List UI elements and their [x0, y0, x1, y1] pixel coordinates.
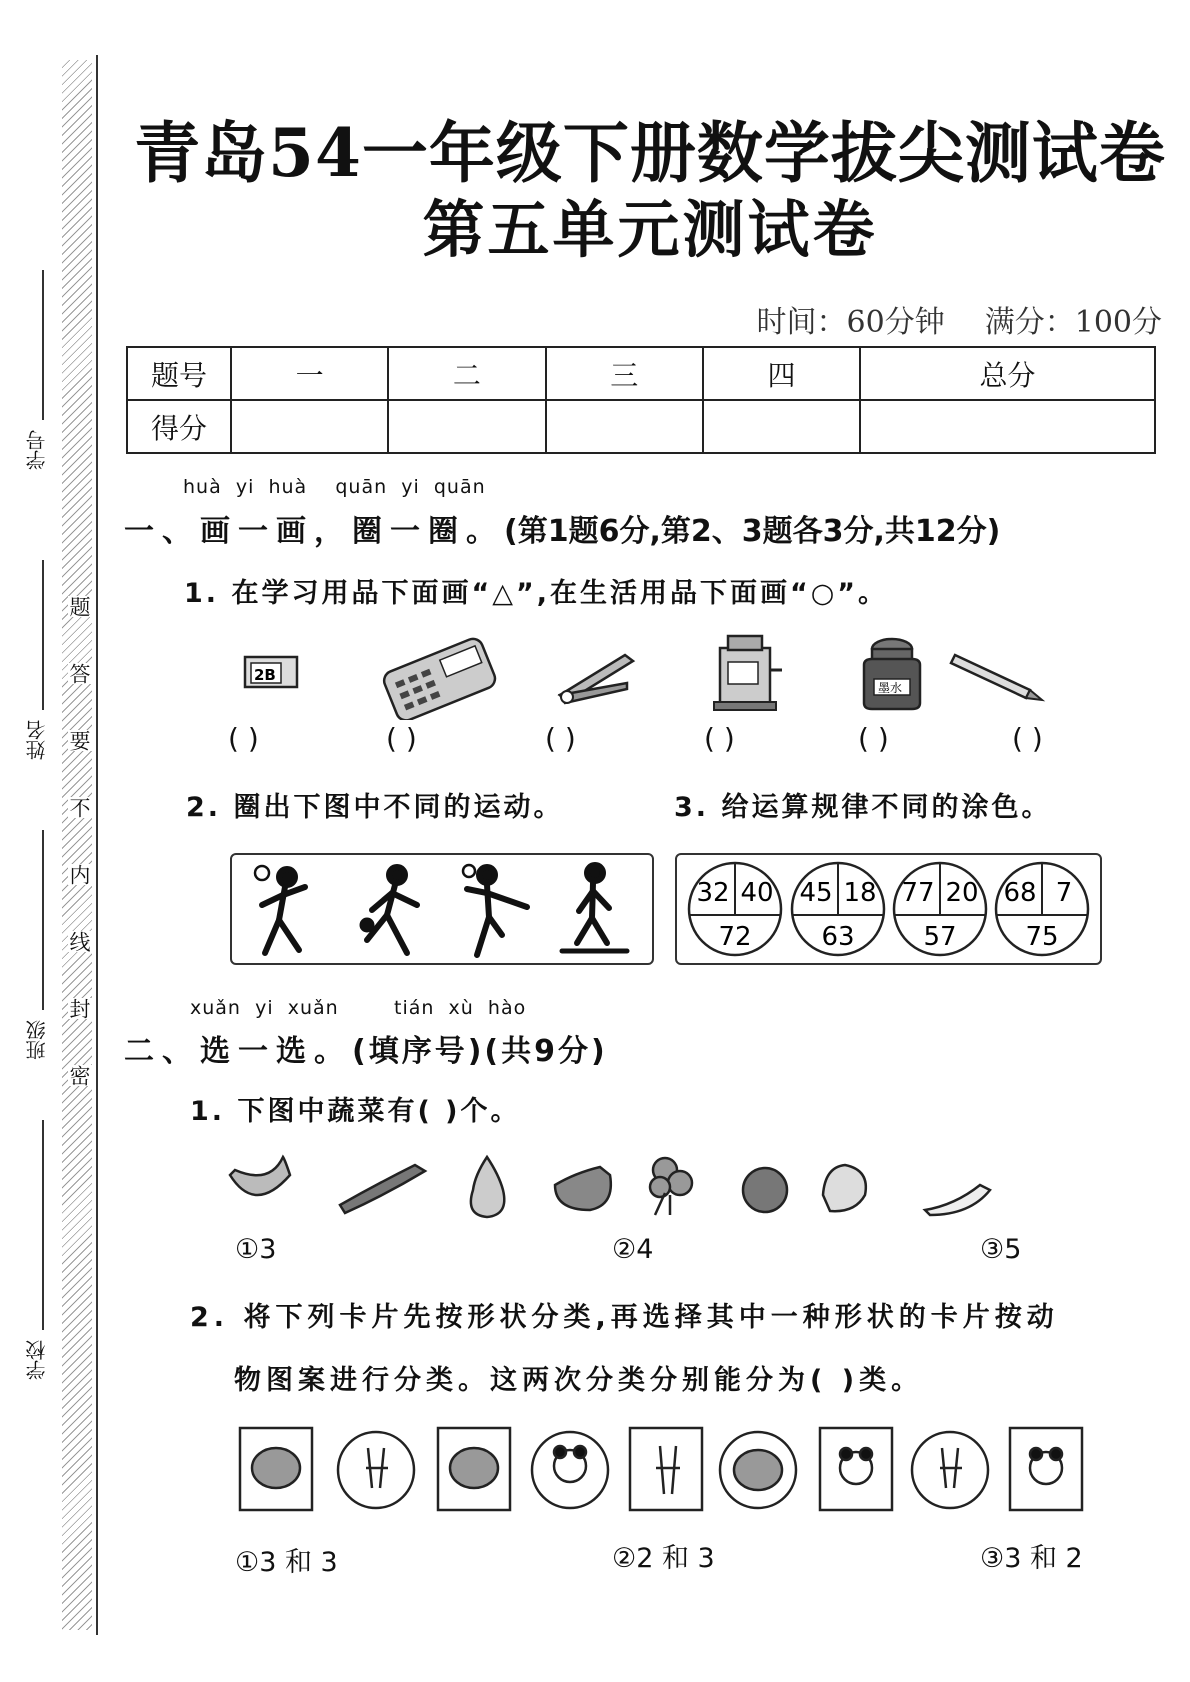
school-line[interactable] — [42, 1120, 44, 1330]
circle-bottom: 63 — [821, 922, 855, 952]
s2-q1-option[interactable]: ①3 — [235, 1234, 277, 1265]
pear-icon — [471, 1157, 504, 1217]
circle-bottom: 57 — [923, 922, 957, 952]
s2-q2-line1: 2. 将下列卡片先按形状分类,再选择其中一种形状的卡片按动 — [190, 1302, 1059, 1333]
section2-sub: (填序号)(共9分) — [352, 1034, 608, 1069]
full-score: 满分：100分 — [984, 305, 1162, 340]
warning-char: 答 — [68, 663, 94, 684]
number-circle — [894, 863, 986, 955]
apple-icon — [743, 1168, 787, 1212]
s1-q2-text: 2. 圈出下图中不同的运动。 — [186, 792, 564, 823]
peach-icon — [823, 1165, 866, 1211]
score-entry-row — [127, 400, 1155, 453]
s1-q1-text: 1. 在学习用品下面画“△”,在生活用品下面画“○”。 — [184, 578, 889, 609]
score-table — [126, 346, 1156, 454]
warning-char: 线 — [68, 931, 94, 952]
header-cell: 一 — [231, 347, 388, 400]
blank-paren[interactable]: ( ) — [228, 722, 259, 755]
sports-figures — [232, 855, 652, 963]
warning-char: 不 — [68, 797, 94, 818]
school-label: 学校 — [25, 1340, 49, 1380]
s2-q1-items — [225, 1145, 1065, 1225]
eraser-icon — [245, 657, 297, 687]
warning-char: 封 — [68, 998, 94, 1019]
header-cell: 四 — [703, 347, 860, 400]
blank-paren[interactable]: ( ) — [545, 722, 576, 755]
section2-pinyin-a: xuǎn yi xuǎn — [190, 997, 339, 1019]
score-cell[interactable] — [546, 400, 703, 453]
unit-title: 第五单元测试卷 — [422, 193, 878, 266]
s2-q1-option[interactable]: ②4 — [612, 1234, 654, 1265]
volleyball-player-icon — [463, 865, 527, 955]
circle-deer-card — [338, 1432, 414, 1508]
circles-svg — [677, 855, 1100, 963]
s2-q1-option[interactable]: ③5 — [980, 1234, 1022, 1265]
square-deer-card — [630, 1428, 702, 1510]
banana-icon — [230, 1157, 290, 1195]
header-cell: 题号 — [127, 347, 231, 400]
exam-title: 青岛54一年级下册数学拔尖测试卷 — [134, 114, 1166, 192]
square-panda-card — [820, 1428, 892, 1510]
header-cell: 总分 — [860, 347, 1155, 400]
section1-heading — [124, 506, 1000, 550]
circle-top-right: 7 — [1055, 878, 1073, 908]
blank-paren[interactable]: ( ) — [858, 722, 889, 755]
name-line[interactable] — [42, 560, 44, 710]
remote-control-icon — [381, 636, 498, 720]
class-line[interactable] — [42, 830, 44, 1010]
pencil-sharpener-icon — [714, 636, 782, 710]
exam-meta — [757, 297, 1162, 341]
warning-char: 题 — [68, 596, 94, 617]
pencil-icon — [951, 655, 1042, 700]
section1-points: (第1题6分,第2、3题各3分,共12分) — [504, 514, 1001, 549]
circle-elephant-card — [720, 1432, 796, 1508]
score-cell[interactable] — [703, 400, 860, 453]
circle-top-left: 32 — [696, 878, 730, 908]
square-panda-card — [1010, 1428, 1082, 1510]
blank-paren[interactable]: ( ) — [386, 722, 417, 755]
circle-top-right: 40 — [740, 878, 774, 908]
binding-hatch — [62, 60, 92, 1630]
circle-bottom: 72 — [718, 922, 752, 952]
s2-q1-text: 1. 下图中蔬菜有( )个。 — [190, 1096, 521, 1127]
circle-panda-card — [532, 1432, 608, 1508]
sports-box — [230, 853, 654, 965]
section2-heading — [124, 1026, 608, 1070]
warning-char: 内 — [68, 864, 94, 885]
s2-q2-option[interactable]: ②2 和 3 — [612, 1543, 715, 1574]
warning-char: 要 — [68, 730, 94, 751]
s1-q1-items — [220, 630, 1120, 720]
student-id-line[interactable] — [42, 270, 44, 420]
s2-q2-cards — [230, 1418, 1110, 1523]
square-elephant-card — [438, 1428, 510, 1510]
circle-top-right: 18 — [843, 878, 877, 908]
basketball-player-icon — [360, 867, 417, 953]
number-circle — [996, 863, 1088, 955]
score-cell[interactable] — [388, 400, 545, 453]
s2-q2-option[interactable]: ①3 和 3 — [235, 1547, 338, 1578]
eggplant-icon — [555, 1167, 611, 1210]
header-cell: 二 — [388, 347, 545, 400]
tennis-player-icon — [255, 866, 305, 953]
nail-clipper-icon — [560, 655, 633, 703]
circles-box — [675, 853, 1102, 965]
section2-pinyin-b: tián xù hào — [394, 997, 527, 1019]
ink-bottle-icon — [864, 639, 920, 709]
header-cell: 三 — [546, 347, 703, 400]
circle-deer-card — [912, 1432, 988, 1508]
section1-pinyin: huà yi huà quān yi quān — [183, 476, 486, 498]
cucumber-icon — [340, 1165, 425, 1213]
number-circle — [792, 863, 884, 955]
s2-q2-option[interactable]: ③3 和 2 — [980, 1543, 1083, 1574]
warning-char: 密 — [68, 1065, 94, 1086]
square-elephant-card — [240, 1428, 312, 1510]
circle-top-left: 68 — [1003, 878, 1037, 908]
number-circle — [689, 863, 781, 955]
s1-q3-text: 3. 给运算规律不同的涂色。 — [674, 792, 1052, 823]
score-cell[interactable] — [231, 400, 388, 453]
ink-label: 墨水 — [878, 681, 903, 695]
radish-icon — [925, 1185, 990, 1215]
circle-bottom: 75 — [1025, 922, 1059, 952]
skateboarder-icon — [562, 865, 627, 951]
section1-title: 一、画一画，圈一圈。 — [124, 514, 504, 549]
circle-top-left: 77 — [901, 878, 935, 908]
student-id-label: 学号 — [25, 430, 49, 470]
binding-line — [96, 55, 98, 1635]
score-cell[interactable] — [860, 400, 1155, 453]
score-header-row — [127, 347, 1155, 400]
s2-q2-line2: 物图案进行分类。这两次分类分别能分为( )类。 — [234, 1365, 924, 1396]
blank-paren[interactable]: ( ) — [1012, 722, 1043, 755]
section2-title: 二、选一选。 — [124, 1034, 352, 1069]
class-label: 班级 — [25, 1020, 49, 1060]
greens-icon — [650, 1158, 692, 1215]
circle-top-right: 20 — [945, 878, 979, 908]
time-limit: 时间：60分钟 — [756, 305, 945, 340]
name-label: 姓名 — [25, 720, 49, 760]
circle-top-left: 45 — [799, 878, 833, 908]
eraser-label: 2B — [254, 666, 276, 684]
row-label: 得分 — [127, 400, 231, 453]
blank-paren[interactable]: ( ) — [704, 722, 735, 755]
